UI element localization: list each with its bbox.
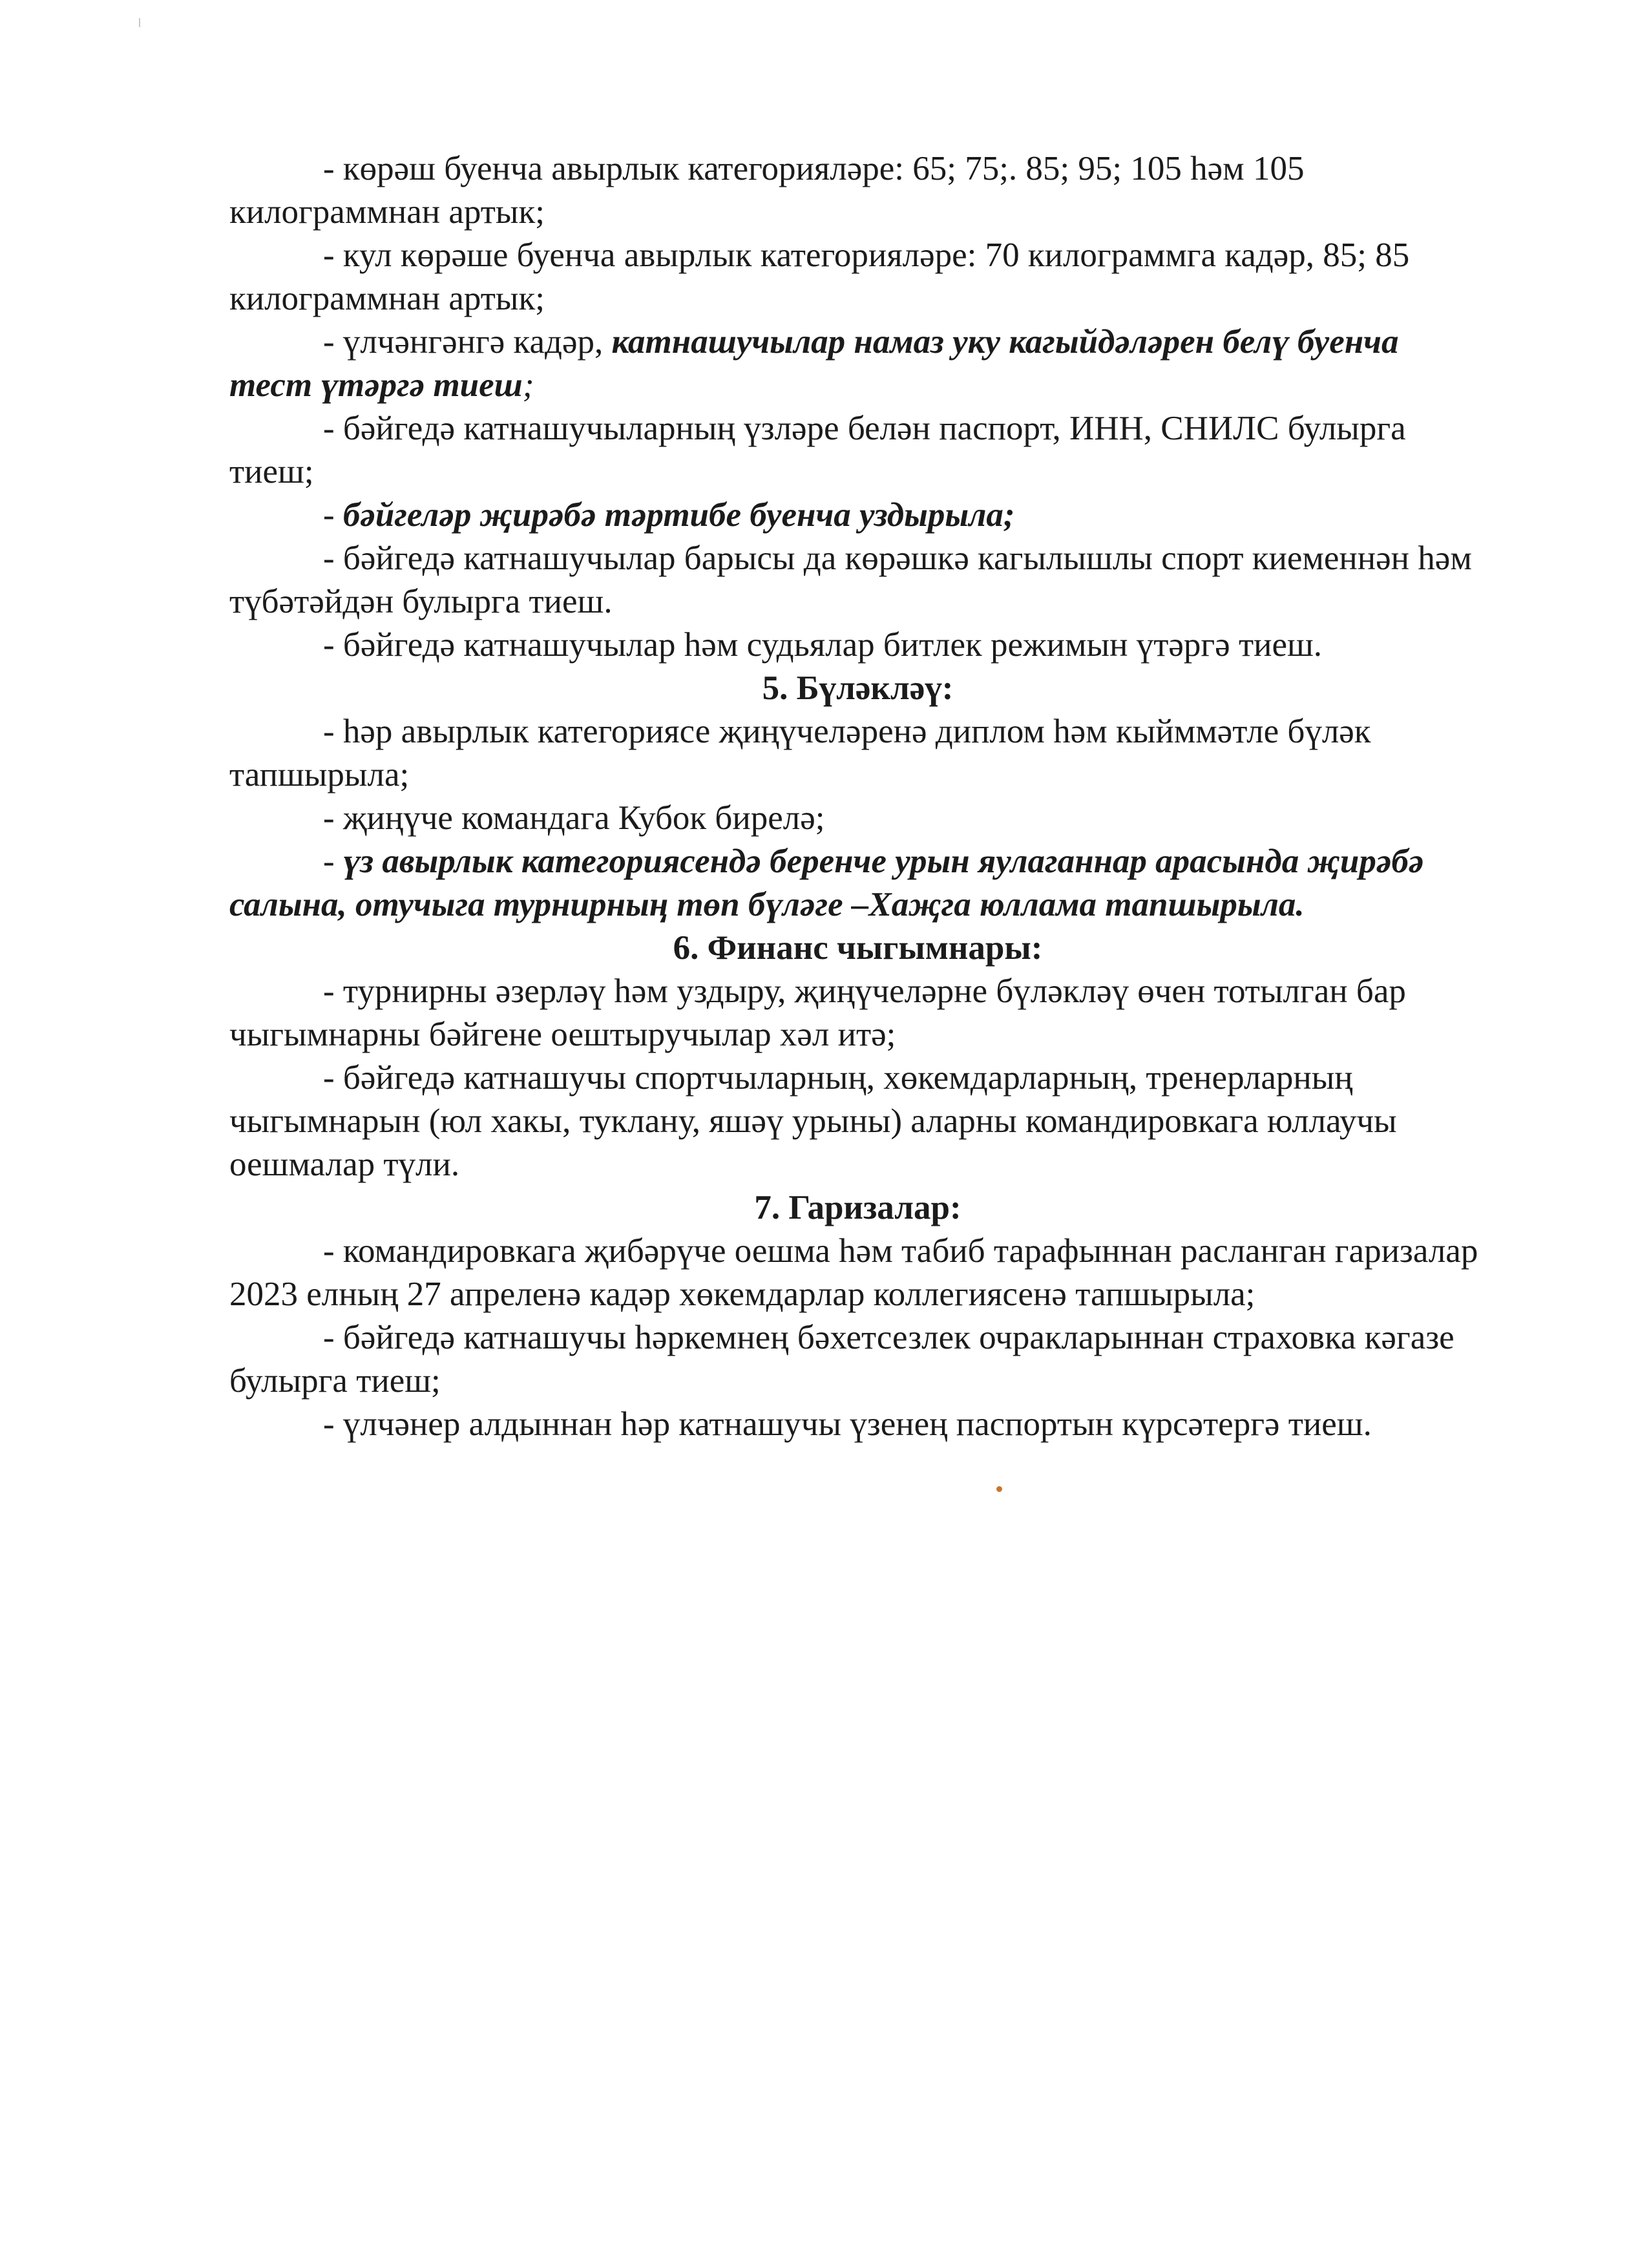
section-heading-awards: 5. Бүләкләү: [762, 669, 954, 707]
section-heading-finance: 6. Финанс чыгымнары: [673, 929, 1043, 967]
document-body [229, 147, 1486, 1446]
paragraph-documents: - бәйгедә катнашучыларның үзләре белән паспорт, ИНН, СНИЛС булырга тиеш; [229, 410, 1406, 490]
paragraph-participant-expenses: - бәйгедә катнашучы спортчыларның, хөкемдарларның, тренерларның чыгымнарын (юл хакы, туклану, яшәү урыны) аларны командировкага юллаучы оешмалар түли. [229, 1059, 1397, 1183]
paragraph-passport-weighin: - үлчәнер алдыннан һәр катнашучы үзенең паспортын күрсәтергә тиеш. [323, 1405, 1372, 1443]
paragraph-insurance: - бәйгедә катнашучы һәркемнең бәхетсезлек очракларыннан страховка кәгазе булырга тиеш; [229, 1319, 1455, 1400]
paragraph-namaz-test: - үлчәнгәнгә кадәр, катнашучылар намаз уку кагыйдәләрен белү буенча тест үтәргә тиеш; [229, 323, 1399, 404]
paragraph-sport-clothing: - бәйгедә катнашучылар барысы да көрәшкә кагылышлы спорт киеменнән һәм түбәтәйдән булырга тиеш. [229, 540, 1472, 620]
paragraph-hajj-prize: - үз авырлык категориясендә беренче урын яулаганнар арасында җирәбә салына, отучыга турнирның төп бүләге –Хаҗга юллама тапшырыла. [229, 843, 1424, 923]
paragraph-organizer-expenses: - турнирны әзерләү һәм уздыру, җиңүчеләрне бүләкләү өчен тотылган бар чыгымнарны бәйгене оештыручылар хәл итә; [229, 972, 1406, 1053]
paragraph-diploma-prize: - һәр авырлык категориясе җиңүчеләренә диплом һәм кыйммәтле бүләк тапшырыла; [229, 713, 1371, 793]
paragraph-team-cup: - җиңүче командага Кубок бирелә; [323, 799, 825, 837]
section-heading-applications: 7. Гаризалар: [754, 1189, 961, 1226]
scan-speck [996, 1486, 1002, 1492]
paragraph-kul-kuresh-categories: - кул көрәше буенча авырлык категорияләре: 70 килограммга кадәр, 85; 85 килограммнан артык; [229, 236, 1410, 317]
paragraph-draw-order: - бәйгеләр җирәбә тәртибе буенча уздырыла; [323, 496, 1015, 534]
scan-mark [139, 18, 140, 27]
paragraph-dress-code: - бәйгедә катнашучылар һәм судьялар битлек режимын үтәргә тиеш. [323, 626, 1323, 664]
paragraph-kuresh-categories: - көрәш буенча авырлык категорияләре: 65; 75;. 85; 95; 105 һәм 105 килограммнан артык; [229, 150, 1305, 231]
paragraph-application-deadline: - командировкага җибәрүче оешма һәм табиб тарафыннан расланган гаризалар 2023 елның 27 апреленә кадәр хөкемдарлар коллегиясенә тапшырыла; [229, 1232, 1478, 1313]
